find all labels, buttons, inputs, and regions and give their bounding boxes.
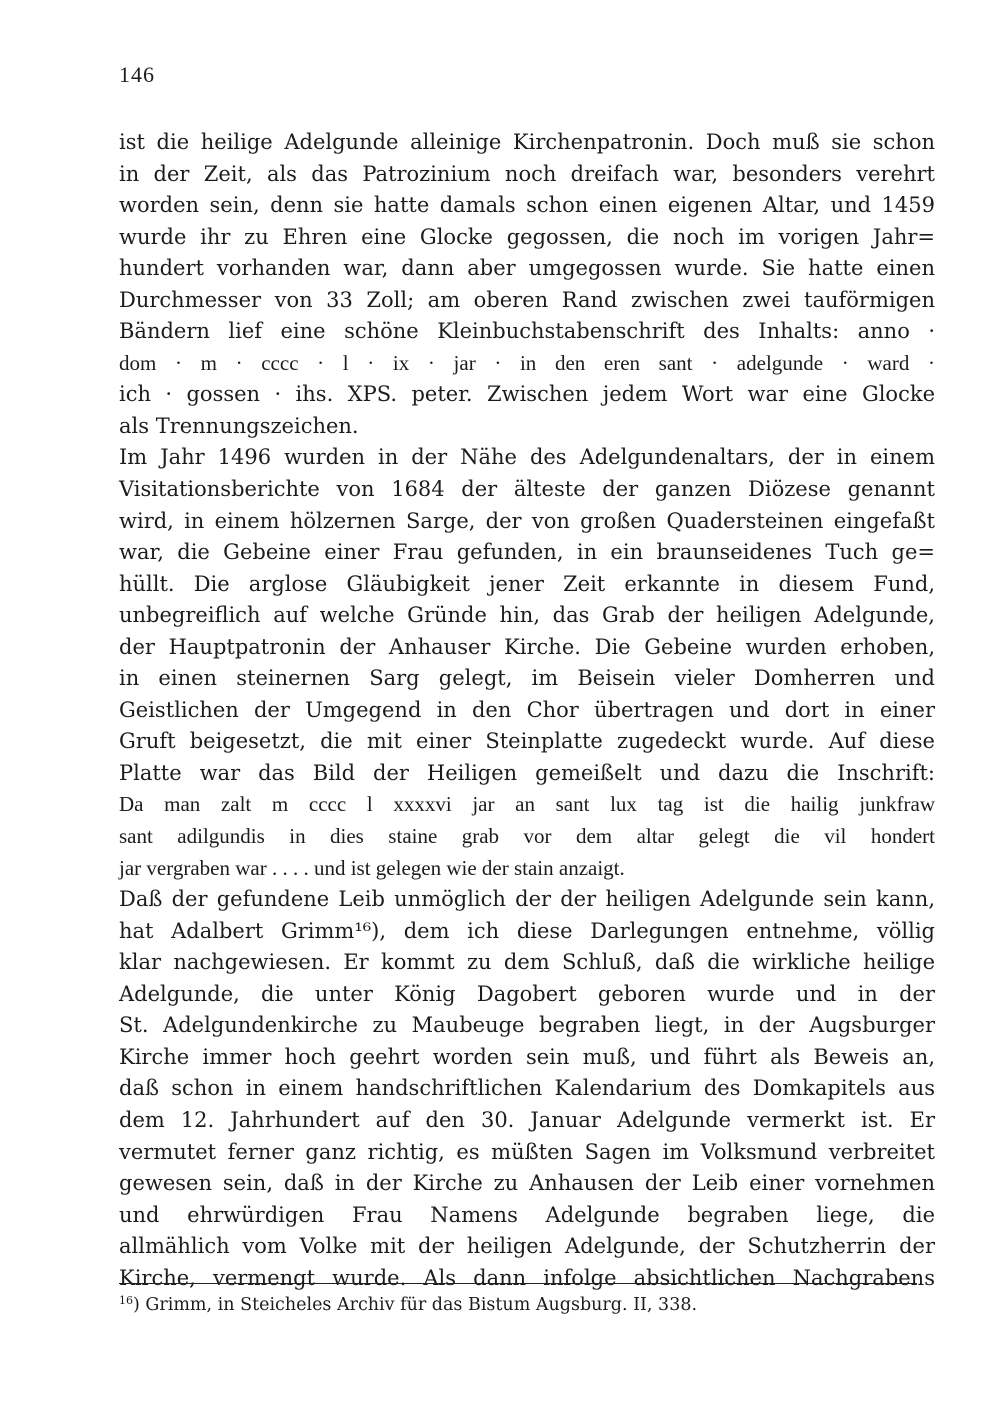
text-line: allmählich vom Volke mit der heiligen Adelgunde, der Schutzherrin der [119,1234,935,1259]
text-line: hüllt. Die arglose Gläubigkeit jener Zeit erkannte in diesem Fund, [119,571,935,596]
text-line: Visitationsberichte von 1684 der älteste der ganzen Diözese genannt [119,477,935,502]
footnote-divider [119,1283,917,1284]
text-line: Im Jahr 1496 wurden in der Nähe des Adelgundenaltars, der in einem [119,445,935,470]
text-line: vermutet ferner ganz richtig, es müßten Sagen im Volksmund verbreitet [119,1139,935,1164]
footnote-text: ) Grimm, in Steicheles Archiv für das Bistum Augsburg. II, 338. [133,1295,698,1315]
text-line: sant adilgundis in dies staine grab vor dem altar gelegt die vil hondert [119,824,935,849]
text-line: daß schon in einem handschriftlichen Kalendarium des Domkapitels aus [119,1076,935,1101]
text-line: war, die Gebeine einer Frau gefunden, in ein braunseidenes Tuch ge= [119,540,935,565]
text-line: Kirche, vermengt wurde. Als dann infolge absichtlichen Nachgrabens [119,1265,935,1290]
body-text [119,127,935,1294]
text-line: ich · gossen · ihs. XPS. peter. Zwischen jedem Wort war eine Glocke [119,382,935,407]
text-line: wird, in einem hölzernen Sarge, der von großen Quadersteinen eingefaßt [119,508,935,533]
text-line: Geistlichen der Umgegend in den Chor übertragen und dort in einer [119,697,935,722]
footnote-marker: 16 [119,1294,133,1307]
text-line: klar nachgewiesen. Er kommt zu dem Schluß, daß die wirkliche heilige [119,950,935,975]
text-line: Adelgunde, die unter König Dagobert geboren wurde und in der [119,981,935,1006]
text-line: Platte war das Bild der Heiligen gemeißelt und dazu die Inschrift: [119,760,935,785]
text-line: jar vergraben war . . . . und ist gelegen wie der stain anzaigt. [119,855,625,880]
text-line: Durchmesser von 33 Zoll; am oberen Rand zwischen zwei tauförmigen [119,287,935,312]
text-line: worden sein, denn sie hatte damals schon einen eigenen Altar, und 1459 [119,193,935,218]
footnote [119,1288,697,1318]
text-line: Kirche immer hoch geehrt worden sein muß, und führt als Beweis an, [119,1044,935,1069]
text-line: der Hauptpatronin der Anhauser Kirche. Die Gebeine wurden erhoben, [119,634,935,659]
text-line: Gruft beigesetzt, die mit einer Steinplatte zugedeckt wurde. Auf diese [119,729,935,754]
text-line: St. Adelgundenkirche zu Maubeuge begraben liegt, in der Augsburger [119,1013,935,1038]
text-line: Da man zalt m cccc l xxxxvi jar an sant lux tag ist die hailig junkfraw [119,792,935,817]
text-line: dem 12. Jahrhundert auf den 30. Januar Adelgunde vermerkt ist. Er [119,1107,935,1132]
text-line: hundert vorhanden war, dann aber umgegossen wurde. Sie hatte einen [119,256,935,281]
page-number: 146 [119,62,155,87]
text-line: ist die heilige Adelgunde alleinige Kirchenpatronin. Doch muß sie schon [119,130,935,154]
text-line: unbegreiflich auf welche Gründe hin, das Grab der heiligen Adelgunde, [119,603,935,628]
text-line: und ehrwürdigen Frau Namens Adelgunde begraben liege, die [119,1202,935,1227]
text-line: Daß der gefundene Leib unmöglich der der heiligen Adelgunde sein kann, [119,887,935,912]
text-line: Bändern lief eine schöne Kleinbuchstabenschrift des Inhalts: anno · [119,319,935,344]
text-line: in der Zeit, als das Patrozinium noch dreifach war, besonders verehrt [119,161,935,186]
text-line: hat Adalbert Grimm¹⁶), dem ich diese Darlegungen entnehme, völlig [119,918,935,943]
text-line: dom · m · cccc · l · ix · jar · in den eren sant · adelgunde · ward · [119,350,935,375]
text-line: als Trennungszeichen. [119,413,359,438]
text-line: in einen steinernen Sarg gelegt, im Beisein vieler Domherren und [119,666,935,691]
text-line: wurde ihr zu Ehren eine Glocke gegossen, die noch im vorigen Jahr= [119,224,935,249]
text-line: gewesen sein, daß in der Kirche zu Anhausen der Leib einer vornehmen [119,1171,935,1196]
